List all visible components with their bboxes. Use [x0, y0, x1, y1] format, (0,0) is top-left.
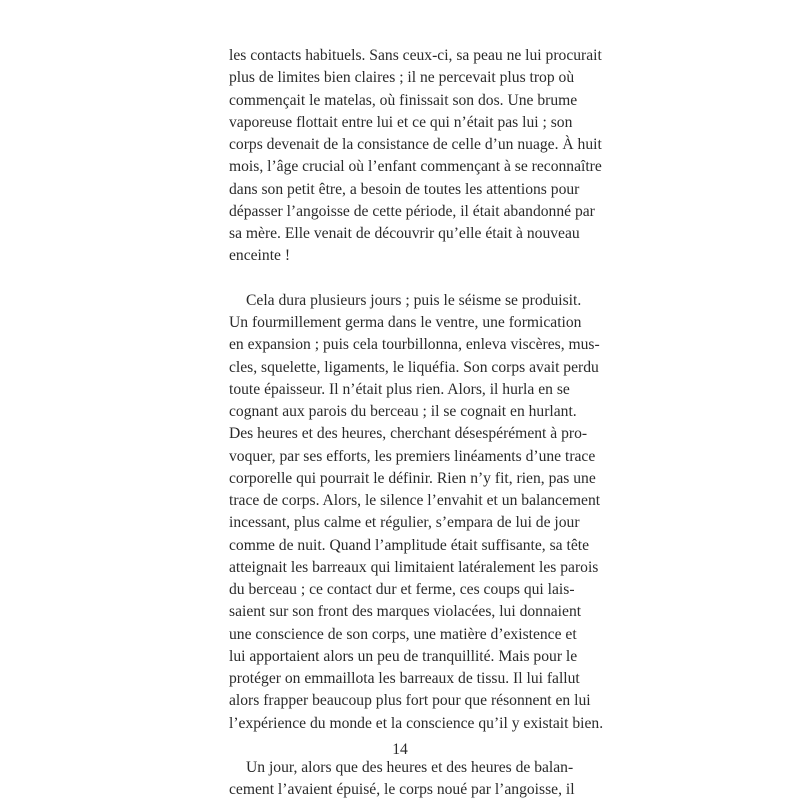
text-line: en expansion ; puis cela tourbillonna, enleva viscères, mus- [229, 336, 600, 354]
text-line: dépasser l’angoisse de cette période, il était abandonné par [229, 202, 595, 220]
text-line: voquer, par ses efforts, les premiers linéaments d’une trace [229, 447, 596, 465]
text-line: Cela dura plusieurs jours ; puis le séisme se produisit. [246, 291, 582, 309]
text-line: trace de corps. Alors, le silence l’envahit et un balancement [229, 492, 601, 509]
text-line: atteignait les barreaux qui limitaient latéralement les parois [229, 558, 599, 576]
paragraph-gap [229, 268, 569, 290]
text-line: enceinte ! [229, 247, 291, 265]
text-line: protéger on emmaillota les barreaux de tissu. Il lui fallut [229, 670, 580, 687]
text-line: cognant aux parois du berceau ; il se cognait en hurlant. [229, 403, 577, 420]
text-line: alors frapper beaucoup plus fort pour que résonnent en lui [229, 692, 591, 710]
text-line: Des heures et des heures, cherchant désespérément à pro- [229, 425, 588, 443]
text-line: l’expérience du monde et la conscience qu’il y existait bien. [229, 714, 604, 732]
body-text [229, 45, 604, 802]
text-line: toute épaisseur. Il n’était plus rien. Alors, il hurla en se [229, 380, 570, 398]
text-line: comme de nuit. Quand l’amplitude était suffisante, sa tête [229, 536, 589, 554]
text-line: Un jour, alors que des heures et des heures de balan- [246, 759, 574, 776]
text-line: Un fourmillement germa dans le ventre, une formication [229, 314, 582, 331]
text-line: les contacts habituels. Sans ceux-ci, sa peau ne lui procurait [229, 47, 602, 64]
text-line: cement l’avaient épuisé, le corps noué par l’angoisse, il [229, 781, 575, 799]
text-line: plus de limites bien claires ; il ne percevait plus trop où [229, 69, 575, 87]
text-line: corporelle qui pourrait le définir. Rien n’y fit, rien, pas une [229, 469, 596, 487]
text-line: sa mère. Elle venait de découvrir qu’elle était à nouveau [229, 225, 580, 242]
text-line: commençait le matelas, où finissait son dos. Une brume [229, 91, 578, 109]
text-line: une conscience de son corps, une matière d’existence et [229, 625, 577, 643]
text-line: cles, squelette, ligaments, le liquéfia. Son corps avait perdu [229, 358, 599, 376]
paragraph-1 [229, 45, 602, 268]
text-line: vaporeuse flottait entre lui et ce qui n’était pas lui ; son [229, 113, 573, 131]
text-line: lui apportaient alors un peu de tranquillité. Mais pour le [229, 647, 578, 665]
page-number: 14 [392, 741, 408, 758]
text-line: corps devenait de la consistance de celle d’un nuage. À huit [229, 136, 602, 153]
text-line: du berceau ; ce contact dur et ferme, ces coups qui lais- [229, 581, 575, 598]
text-line: mois, l’âge crucial où l’enfant commençant à se reconnaître [229, 158, 602, 176]
paragraph-3 [229, 757, 575, 802]
text-line: saient sur son front des marques violacées, lui donnaient [229, 603, 582, 621]
paragraph-2 [229, 290, 604, 735]
text-line: dans son petit être, a besoin de toutes les attentions pour [229, 180, 580, 198]
text-line: incessant, plus calme et régulier, s’empara de lui de jour [229, 514, 580, 532]
